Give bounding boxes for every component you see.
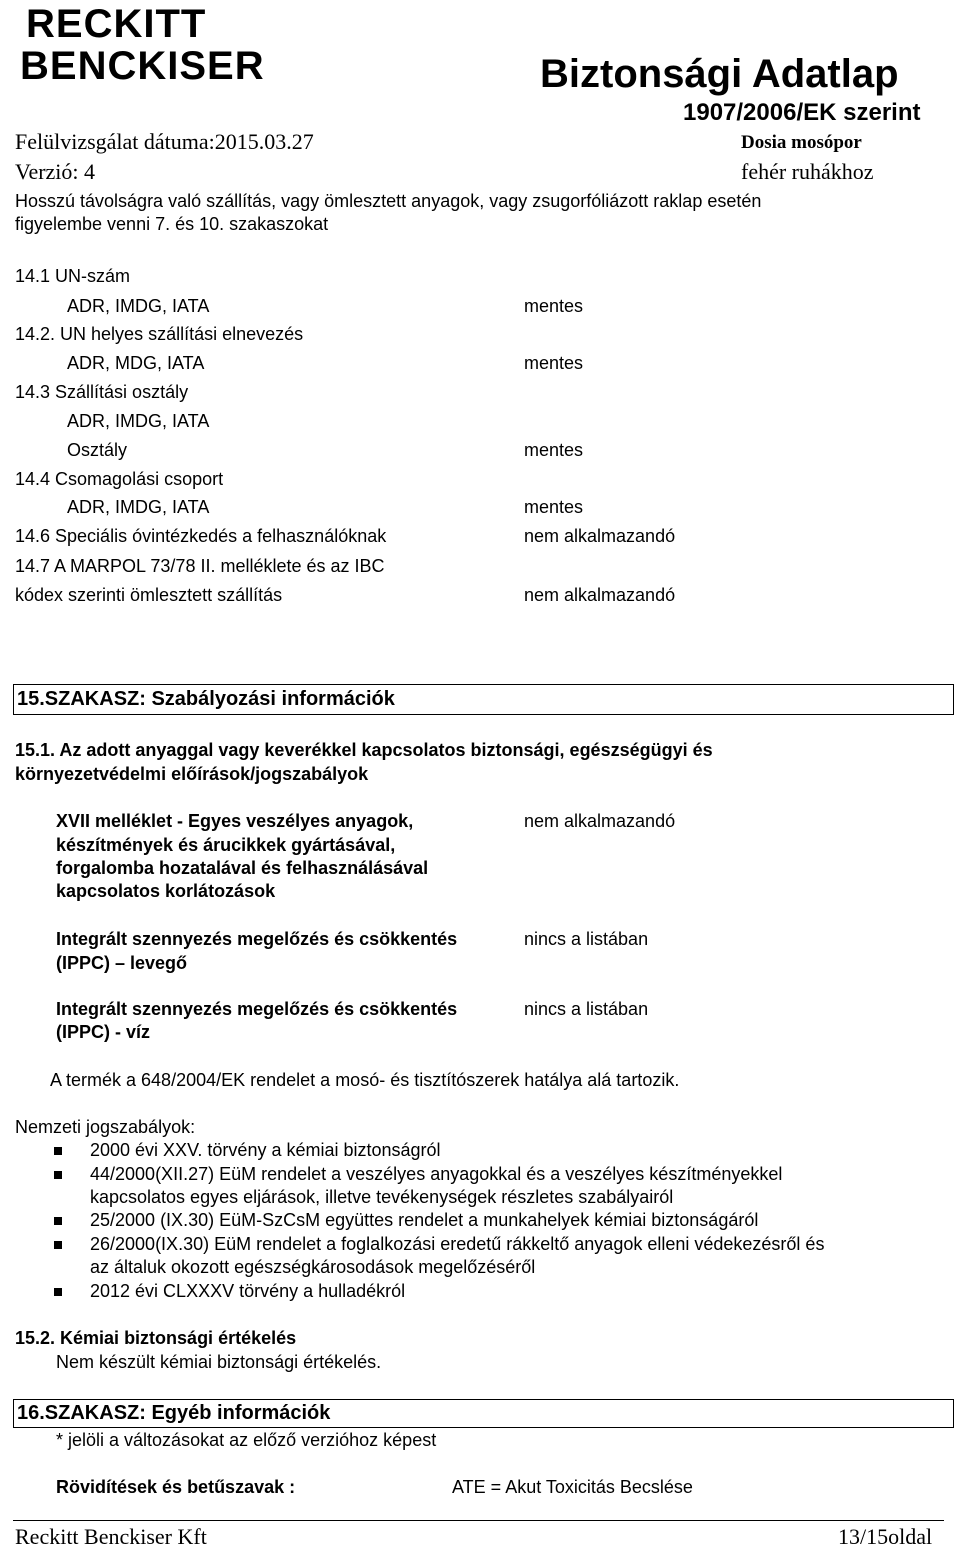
marpol-value: nem alkalmazandó [524,585,676,605]
intro-line1: Hosszú távolságra való szállítás, vagy ömlesztett anyagok, vagy zsugorfóliázott raklap esetén [15,191,762,211]
special-precautions-label: 14.6 Speciális óvintézkedés a felhasználóknak [15,526,387,546]
packing-group-label: 14.4 Csomagolási csoport [15,469,224,489]
law-item-4-line2: az általuk okozott egészségkárosodások megelőzéséről [90,1257,536,1277]
un-number-label: 14.1 UN-szám [15,266,131,286]
section15-2-text: Nem készült kémiai biztonsági értékelés. [56,1352,382,1372]
packing-group-sub: ADR, IMDG, IATA [67,497,210,517]
ippc-water-line1: Integrált szennyezés megelőzés és csökkentés [56,999,458,1019]
footer-company: Reckitt Benckiser Kft [15,1524,207,1549]
class-value: mentes [524,440,584,460]
law-item-2-line1: 44/2000(XII.27) EüM rendelet a veszélyes anyagokkal és a veszélyes készítményekkel [90,1164,783,1184]
intro-line2: figyelembe venni 7. és 10. szakaszokat [15,214,329,234]
law-item-1: 2000 évi XXV. törvény a kémiai biztonságról [90,1140,441,1160]
transport-class-label: 14.3 Szállítási osztály [15,382,189,402]
packing-group-value: mentes [524,497,584,517]
annex17-line1: XVII melléklet - Egyes veszélyes anyagok, [56,811,414,831]
bullet-marker [54,1241,62,1249]
shipping-name-sub: ADR, MDG, IATA [67,353,205,373]
national-law-heading: Nemzeti jogszabályok: [15,1117,196,1137]
class-label: Osztály [67,440,128,460]
ippc-air-value: nincs a listában [524,929,649,949]
un-number-sub: ADR, IMDG, IATA [67,296,210,316]
section15-1-heading-line2: környezetvédelmi előírások/jogszabályok [15,764,369,784]
detergent-regulation-note: A termék a 648/2004/EK rendelet a mosó- és tisztítószerek hatálya alá tartozik. [50,1070,680,1090]
annex17-line3: forgalomba hozatalával és felhasználásával [56,858,429,878]
ippc-water-value: nincs a listában [524,999,649,1019]
document-title: Biztonsági Adatlap [540,52,899,96]
regulation-reference: 1907/2006/EK szerint [683,99,921,126]
annex17-line2: készítmények és árucikkek gyártásával, [56,835,396,855]
shipping-name-value: mentes [524,353,584,373]
product-name-line1: Dosia mosópor [741,132,862,153]
law-item-2-line2: kapcsolatos egyes eljárások, illetve tevékenységek részletes szabályairól [90,1187,674,1207]
section16-heading: 16.SZAKASZ: Egyéb információk [13,1399,954,1428]
ippc-water-line2: (IPPC) - víz [56,1022,151,1042]
abbreviations-value: ATE = Akut Toxicitás Becslése [452,1477,693,1497]
abbreviations-label: Rövidítések és betűszavak : [56,1477,296,1497]
shipping-name-label: 14.2. UN helyes szállítási elnevezés [15,324,304,344]
footer-page-number: 13/15oldal [838,1524,933,1549]
logo-line1: RECKITT [26,2,207,46]
marpol-label-line2: kódex szerinti ömlesztett szállítás [15,585,283,605]
section15-heading: 15.SZAKASZ: Szabályozási információk [13,684,954,715]
un-number-value: mentes [524,296,584,316]
transport-class-sub: ADR, IMDG, IATA [67,411,210,431]
logo-line2: BENCKISER [20,44,265,88]
section15-2-heading: 15.2. Kémiai biztonsági értékelés [15,1328,297,1348]
law-item-5: 2012 évi CLXXXV törvény a hulladékról [90,1281,406,1301]
bullet-marker [54,1288,62,1296]
section15-1-heading-line1: 15.1. Az adott anyaggal vagy keverékkel kapcsolatos biztonsági, egészségügyi és [15,740,713,760]
ippc-air-line1: Integrált szennyezés megelőzés és csökkentés [56,929,458,949]
marpol-label-line1: 14.7 A MARPOL 73/78 II. melléklete és az IBC [15,556,385,576]
law-item-4-line1: 26/2000(IX.30) EüM rendelet a foglalkozási eredetű rákkeltő anyagok elleni védekezésről és [90,1234,825,1254]
ippc-air-line2: (IPPC) – levegő [56,953,188,973]
law-item-3: 25/2000 (IX.30) EüM-SzCsM együttes rendelet a munkahelyek kémiai biztonságáról [90,1210,759,1230]
annex17-line4: kapcsolatos korlátozások [56,881,276,901]
version: Verzió: 4 [15,159,96,184]
product-name-line2: fehér ruhákhoz [741,159,874,184]
bullet-marker [54,1217,62,1225]
changes-note: * jelöli a változásokat az előző verzióhoz képest [56,1430,437,1450]
bullet-marker [54,1171,62,1179]
annex17-value: nem alkalmazandó [524,811,676,831]
special-precautions-value: nem alkalmazandó [524,526,676,546]
bullet-marker [54,1147,62,1155]
footer-divider [13,1520,944,1521]
revision-date: Felülvizsgálat dátuma:2015.03.27 [15,129,314,154]
